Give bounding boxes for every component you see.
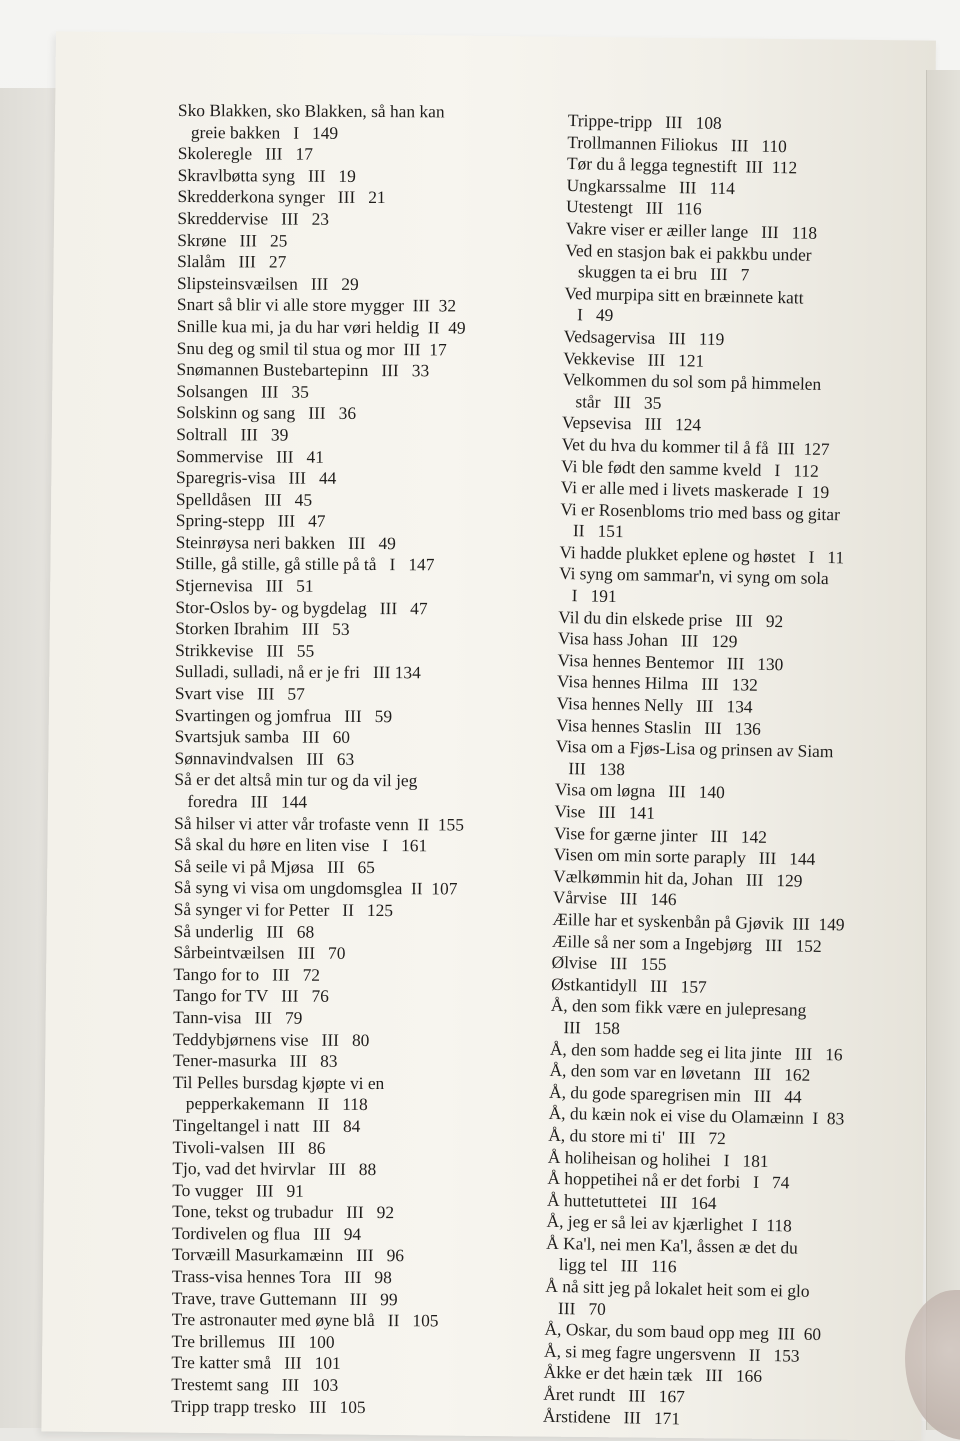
index-entry: Å, den som var en løvetann III 162 [549,1059,811,1085]
index-entry: Så seile vi på Mjøsa III 65 [173,855,375,877]
index-entry: Trollmannen Filiokus III 110 [567,131,788,156]
index-entry: Vårvise III 146 [552,887,677,910]
index-entry: Teddybjørnens vise III 80 [173,1028,370,1050]
index-entry: Vi er Rosenbloms trio med bass og gitar [560,498,841,524]
index-entry: pepperkakemann II 118 [172,1093,368,1115]
index-entry: Sparegris-visa III 44 [175,467,337,488]
index-entry: Tør du å legga tegnestift III 112 [566,153,798,178]
index-entry: Snømannen Bustebartepinn III 33 [176,359,430,381]
index-entry: III 138 [555,757,626,780]
index-entry: Solskinn og sang III 36 [176,402,357,424]
index-column-right [543,110,938,1434]
index-entry: Ølvise III 155 [551,952,667,975]
index-entry: Tre katter små III 101 [171,1352,341,1374]
index-entry: Tre astronauter med øyne blå II 105 [171,1309,439,1331]
index-entry: Trass-visa hennes Tora III 98 [171,1266,392,1288]
index-entry: Slipsteinsvæilsen III 29 [176,272,359,294]
index-entry: Visa hennes Staslin III 136 [556,714,762,739]
index-entry: Svart vise III 57 [174,683,305,704]
index-entry: Svartsjuk samba III 60 [174,726,351,748]
index-entry: Sulladi, sulladi, nå er je fri III 134 [174,661,421,683]
index-entry: Snille kua mi, ja du har vøri heldig II 49 [176,315,466,338]
index-entry: Så synger vi for Petter II 125 [173,898,394,921]
index-entry: Å, Oskar, du som baud opp meg III 60 [544,1319,822,1345]
index-entry: ligg tel III 116 [545,1254,677,1277]
index-entry: Å hoppetihei nå er det forbi I 74 [547,1167,790,1193]
index-entry: Vi er alle med i livets maskerade I 19 [560,477,830,503]
index-entry: Å, si meg fagre ungersvenn II 153 [543,1340,800,1366]
index-entry: Visa hennes Hilma III 132 [556,671,759,696]
index-entry: Stor-Oslos by- og bygdelag III 47 [175,596,428,618]
index-entry: III 158 [550,1016,621,1039]
index-entry: Å Ka'l, nei men Ka'l, åssen æ det du [546,1232,799,1258]
index-entry: Å nå sitt jeg på lokalet heit som ei glo [545,1275,810,1301]
index-entry: greie bakken I 149 [177,121,339,143]
index-entry: Vepsevisa III 124 [561,412,702,435]
index-entry: Vise for gærne jinter III 142 [553,822,768,847]
index-entry: Visa hennes Bentemor III 130 [557,649,784,675]
index-entry: Vet du hva du kommer til å få III 127 [561,433,830,459]
index-entry: Ved murpipa sitt en bræinnete katt [564,282,804,308]
index-entry: Spring-stepp III 47 [175,510,326,532]
index-entry: Skravlbøtta syng III 19 [177,164,356,186]
index-entry: Vi hadde plukket eplene og høstet I 11 [559,541,845,568]
index-entry: Sårbeintvæilsen III 70 [173,942,346,964]
index-entry: Tordivelen og flua III 94 [172,1222,362,1244]
index-entry: I 191 [558,584,617,607]
index-entry: skuggen ta ei bru III 7 [564,261,750,285]
index-entry: Skoleregle III 17 [177,143,314,164]
index-entry: Svartingen og jomfrua III 59 [174,704,393,726]
index-entry: Storken Ibrahim III 53 [175,618,350,640]
index-entry: Til Pelles bursdag kjøpte vi en [172,1071,385,1093]
index-entry: Ved en stasjon bak ei pakkbu under [565,239,812,265]
index-entry: Tre brillemus III 100 [171,1330,335,1352]
index-entry: Steinrøysa neri bakken III 49 [175,531,396,554]
index-entry: Skreddervise III 23 [177,207,330,229]
index-entry: Vekkevise III 121 [563,347,705,371]
index-entry: Utestengt III 116 [565,196,702,219]
index-entry: Tango for to III 72 [173,963,321,985]
index-entry: Slalåm III 27 [177,251,287,272]
index-entry: Tripp trapp tresko III 105 [171,1395,366,1417]
index-entry: Å, den som fikk være en julepresang [550,995,807,1021]
index-entry: Sko Blakken, sko Blakken, så han kan [177,100,445,122]
index-entry: Trippe-tripp III 108 [567,110,722,133]
index-entry: Skredderkona synger III 21 [177,186,386,208]
index-entry: Visen om min sorte paraply III 144 [553,844,816,870]
index-entry: Vise III 141 [554,800,656,823]
index-entry: II 151 [559,520,624,542]
index-entry: Skrøne III 25 [177,229,288,251]
index-entry: Snart så blir vi alle store mygger III 32 [176,294,457,316]
index-entry: Tjo, vad det hvirvlar III 88 [172,1158,377,1180]
index-entry: Å holiheisan og holihei I 181 [547,1146,769,1171]
index-entry: Så skal du høre en liten vise I 161 [174,834,428,856]
index-entry: Trestemt sang III 103 [171,1374,339,1395]
index-entry: Å huttetuttetei III 164 [546,1189,717,1213]
index-entry: Østkantidyll III 157 [551,973,707,997]
index-entry: Soltrall III 39 [176,423,289,445]
index-entry: I 49 [563,304,614,326]
index-entry: Vi syng om sammar'n, vi syng om sola [558,563,829,589]
index-entry: Æille så ner som a Ingebjørg III 152 [551,930,822,956]
index-entry: To vugger III 91 [172,1179,304,1201]
index-entry: Å, du gode sparegrisen min III 44 [548,1081,802,1107]
index-entry: Tone, tekst og trubadur III 92 [172,1201,395,1223]
index-entry: Solsangen III 35 [176,380,309,402]
index-entry: Så underlig III 68 [173,920,315,942]
index-entry: Torvæill Masurkamæinn III 96 [171,1244,405,1266]
index-entry: Tener-masurka III 83 [172,1050,338,1071]
index-entry: Å, den som hadde seg ei lita jinte III 16 [549,1038,843,1064]
index-entry: Æille har et syskenbån på Gjøvik III 149 [552,908,845,935]
index-entry: Sommervise III 41 [176,445,324,467]
index-column-left [171,100,548,1419]
index-entry: Vi ble født den samme kveld I 112 [560,455,819,481]
index-entry: Vil du din elskede prise III 92 [558,606,784,631]
index-entry: Trave, trave Guttemann III 99 [171,1287,398,1309]
index-entry: Vælkømmin hit da, Johan III 129 [553,865,803,891]
index-entry: Sønnavindvalsen III 63 [174,747,355,769]
index-entry: Å, du store mi ti' III 72 [548,1124,726,1149]
index-entry: Vedsagervisa III 119 [563,325,725,349]
index-entry: Tivoli-valsen III 86 [172,1136,326,1158]
index-entry: Stjernevisa III 51 [175,575,314,596]
index-entry: Å, jeg er så lei av kjærlighet I 118 [546,1211,793,1236]
index-entry: står III 35 [562,390,662,413]
index-entry: Visa hass Johan III 129 [557,628,738,652]
index-entry: Spelldåsen III 45 [175,488,313,510]
index-entry: Så syng vi visa om ungdomsglea II 107 [173,877,458,899]
index-entry: Året rundt III 167 [543,1383,686,1407]
index-entry: Tingeltangel i natt III 84 [172,1114,361,1136]
index-entry: Snu deg og smil til stua og mor III 17 [176,337,447,359]
index-entry: Tango for TV III 76 [173,985,329,1007]
index-entry: Å, du kæin nok ei vise du Olamæinn I 83 [548,1103,845,1129]
index-entry: Visa om løgna III 140 [554,779,726,803]
index-entry: Velkommen du sol som på himmelen [562,369,822,395]
index-entry: III 70 [544,1297,607,1319]
index-entry: Årstidene III 171 [542,1405,681,1429]
index-entry: Tann-visa III 79 [173,1006,303,1028]
index-entry: Vakre viser er æiller lange III 118 [565,217,818,243]
index-entry: Strikkevise III 55 [175,639,315,661]
index-entry: Åkke er det hæin tæk III 166 [543,1362,763,1387]
index-entry: Visa hennes Nelly III 134 [556,692,753,717]
index-entry: Så er det altså min tur og da vil jeg [174,769,418,791]
index-entry: Visa om a Fjøs-Lisa og prinsen av Siam [555,736,834,762]
index-entry: foredra III 144 [174,790,308,812]
index-entry: Ungkarssalme III 114 [566,174,736,198]
index-entry: Stille, gå stille, gå stille på tå I 147 [175,553,435,575]
index-entry: Så hilser vi atter vår trofaste venn II 155 [174,812,465,835]
